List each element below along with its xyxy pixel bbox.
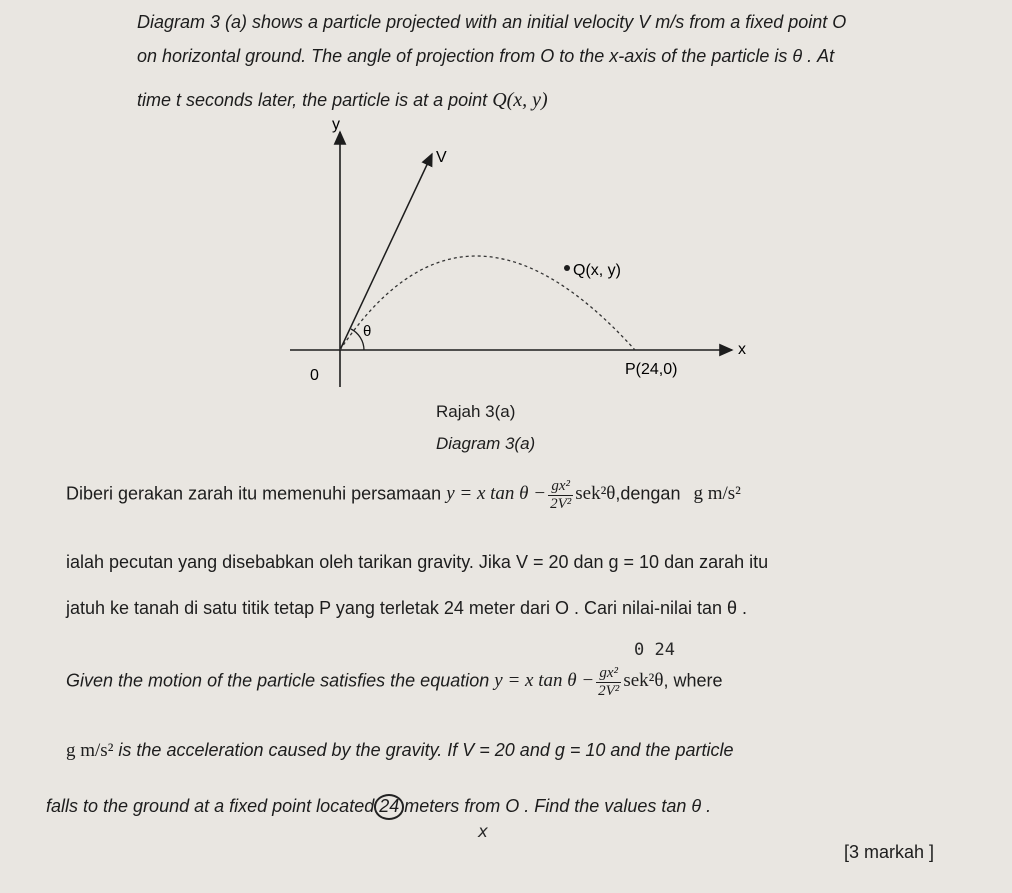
x-axis-label: x bbox=[738, 341, 746, 358]
english-line-1-text: Given the motion of the particle satisfies the equation bbox=[66, 670, 490, 691]
malay-line-1 bbox=[66, 478, 741, 512]
caption-english: Diagram 3(a) bbox=[436, 434, 536, 453]
angle-label: θ bbox=[363, 323, 372, 340]
english-line-2-text: is the acceleration caused by the gravity. If V = 20 and g = 10 and the particle bbox=[118, 740, 734, 760]
caption-malay: Rajah 3(a) bbox=[436, 402, 516, 421]
equation-tail: sek²θ bbox=[575, 483, 616, 505]
malay-line-2: ialah pecutan yang disebabkan oleh tarikan gravity. Jika V = 20 dan g = 10 dan zarah itu bbox=[66, 552, 769, 572]
equation-fraction-2 bbox=[596, 665, 621, 699]
point-q-label: Q(x, y) bbox=[573, 262, 621, 279]
malay-line-1-post: ,dengan bbox=[615, 483, 681, 504]
malay-line-1-text: Diberi gerakan zarah itu memenuhi persamaan bbox=[66, 483, 442, 504]
equation-numerator: gx² bbox=[548, 478, 573, 496]
intro-line-3 bbox=[137, 88, 548, 112]
equation-tail-2: sek²θ bbox=[623, 670, 664, 692]
english-line-3-pre: falls to the ground at a fixed point located bbox=[46, 796, 375, 816]
english-unit: g m/s² bbox=[66, 740, 114, 761]
handwritten-annotation-bottom: x bbox=[478, 822, 489, 842]
point-p-label: P(24,0) bbox=[625, 361, 678, 378]
english-line-3 bbox=[46, 794, 711, 820]
marks-label: [3 markah ] bbox=[844, 842, 935, 862]
equation-lhs: y = x tan θ − bbox=[446, 483, 547, 505]
english-equation bbox=[494, 665, 664, 699]
malay-equation bbox=[446, 478, 616, 512]
projectile-diagram bbox=[280, 112, 760, 402]
english-line-1 bbox=[66, 665, 722, 699]
handwritten-annotation-top: 0 24 bbox=[634, 640, 675, 660]
y-axis-label: y bbox=[332, 116, 340, 133]
english-line-3-post: meters from O . Find the values tan θ . bbox=[404, 796, 712, 816]
intro-line-3-text: time t seconds later, the particle is at a point bbox=[137, 90, 488, 110]
equation-numerator-2: gx² bbox=[596, 665, 621, 683]
equation-lhs-2: y = x tan θ − bbox=[494, 670, 595, 692]
intro-line-1: Diagram 3 (a) shows a particle projected with an initial velocity V m/s from a fixed point O bbox=[137, 12, 847, 32]
velocity-vector bbox=[340, 154, 432, 350]
equation-denominator-2: 2V² bbox=[598, 682, 620, 699]
equation-denominator: 2V² bbox=[550, 495, 572, 512]
circled-24: 24 bbox=[374, 794, 404, 820]
english-line-2 bbox=[66, 740, 733, 763]
velocity-label: V bbox=[436, 149, 447, 166]
equation-fraction bbox=[548, 478, 573, 512]
point-q bbox=[564, 265, 570, 271]
english-line-1-post: , where bbox=[663, 670, 723, 691]
intro-point-q: Q(x, y) bbox=[492, 89, 548, 111]
origin-label: 0 bbox=[310, 367, 319, 384]
malay-line-3: jatuh ke tanah di satu titik tetap P yang terletak 24 meter dari O . Cari nilai-nilai tan θ . bbox=[66, 598, 748, 618]
intro-line-2: on horizontal ground. The angle of projection from O to the x-axis of the particle is θ . At bbox=[137, 46, 835, 66]
malay-unit: g m/s² bbox=[693, 483, 741, 505]
